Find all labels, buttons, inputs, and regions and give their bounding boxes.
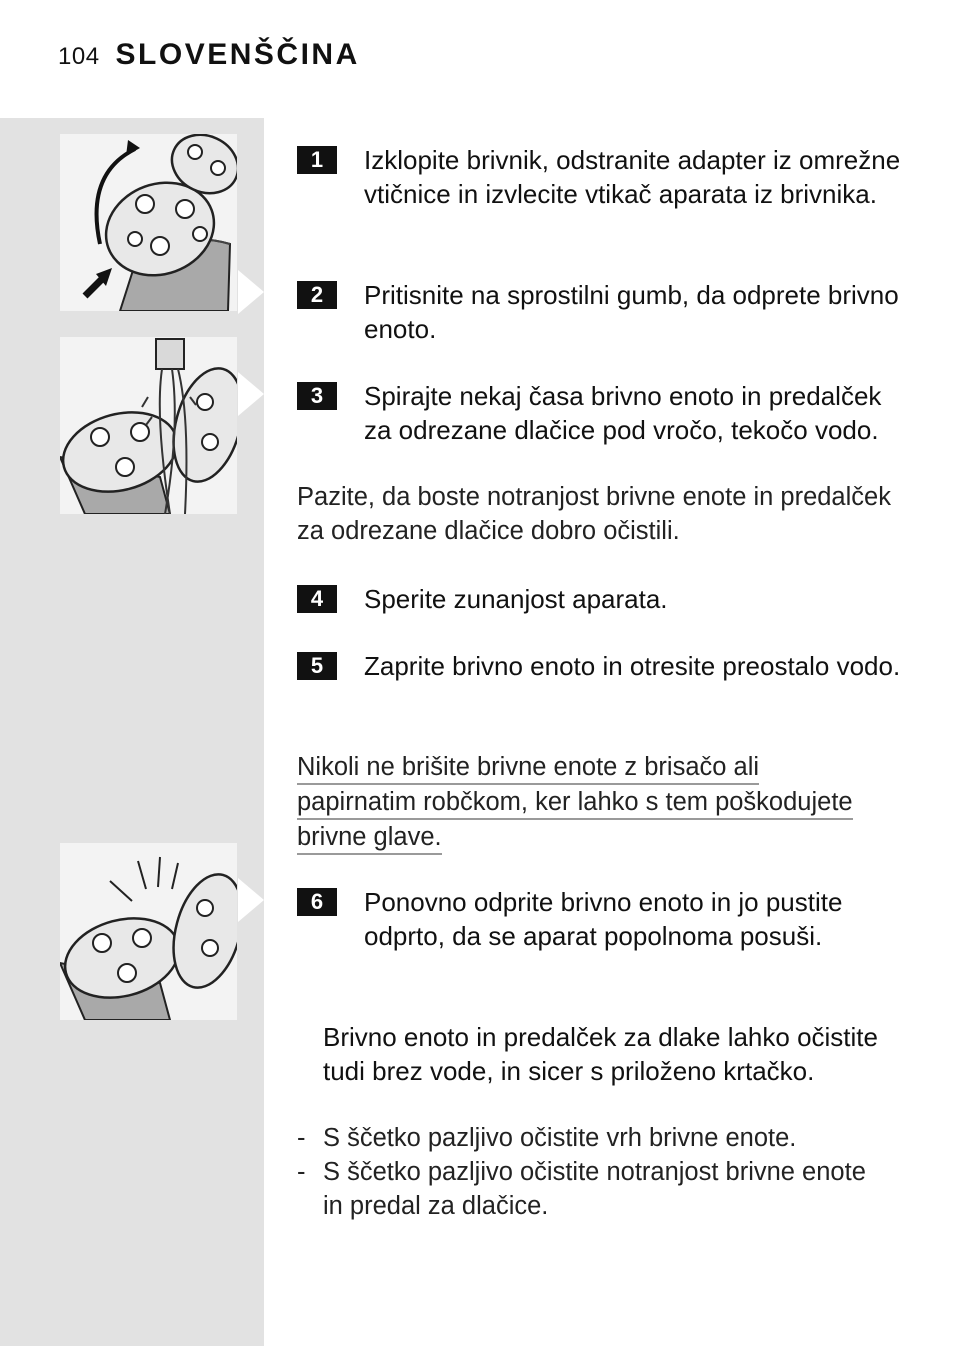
page-title: SLOVENŠČINA	[115, 38, 360, 71]
bullet-text: S ščetko pazljivo očistite vrh brivne enote.	[323, 1124, 797, 1152]
bullet-dash: -	[297, 1124, 306, 1152]
warning-line: papirnatim robčkom, ker lahko s tem poškodujete	[297, 787, 853, 820]
cleaning-note: Pazite, da boste notranjost brivne enote in predalček za odrezane dlačice dobro očistili.	[297, 483, 891, 545]
step-text: Sperite zunanjost aparata.	[364, 584, 668, 614]
step-number-badge: 6	[297, 888, 337, 916]
step-number-badge: 2	[297, 281, 337, 309]
step-number-badge: 5	[297, 652, 337, 680]
step-text: Spirajte nekaj časa brivno enoto in predalček za odrezane dlačice pod vročo, tekočo vodo.	[364, 381, 882, 445]
bullet-text: S ščetko pazljivo očistite notranjost brivne enote in predal za dlačice.	[323, 1158, 866, 1220]
step-text: Pritisnite na sprostilni gumb, da odprete brivno enoto.	[364, 280, 899, 344]
warning-line: Nikoli ne brišite brivne enote z brisačo ali	[297, 752, 759, 785]
shaver-open-drying-icon	[60, 843, 237, 1020]
step-number-badge: 4	[297, 585, 337, 613]
page-number: 104	[58, 43, 100, 70]
warning-note	[297, 750, 897, 855]
shaver-opening-icon	[60, 134, 237, 311]
step-text: Ponovno odprite brivno enoto in jo pustite odprto, da se aparat popolnoma posuši.	[364, 887, 843, 951]
step-number-badge: 1	[297, 146, 337, 174]
step-text: Zaprite brivno enoto in otresite preostalo vodo.	[364, 651, 901, 681]
step-number-badge: 3	[297, 382, 337, 410]
pointer-arrow-step-2	[238, 270, 264, 314]
dry-cleaning-tip: Brivno enoto in predalček za dlake lahko očistite tudi brez vode, in sicer s priloženo krtačko.	[323, 1022, 878, 1086]
step-text: Izklopite brivnik, odstranite adapter iz omrežne vtičnice in izvlecite vtikač aparata iz brivnika.	[364, 145, 901, 209]
shaver-rinsing-icon	[60, 337, 237, 514]
pointer-arrow-step-6	[238, 878, 264, 922]
warning-line: brivne glave.	[297, 822, 442, 855]
pointer-arrow-step-3	[238, 372, 264, 416]
bullet-dash: -	[297, 1158, 306, 1186]
page-header	[58, 38, 360, 78]
